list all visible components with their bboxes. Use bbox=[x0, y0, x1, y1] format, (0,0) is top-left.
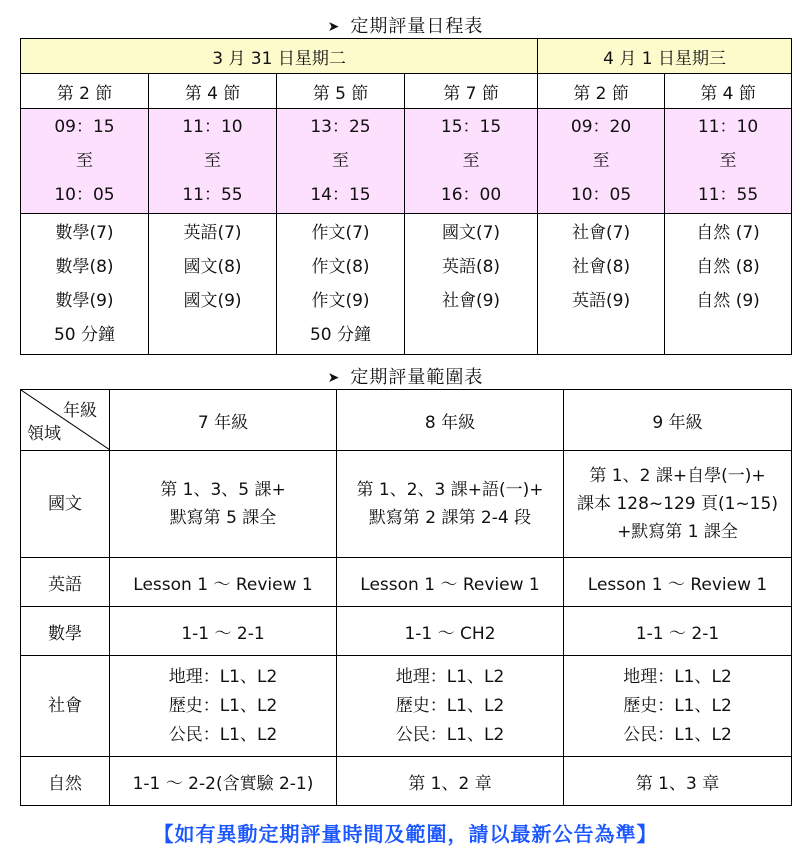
range-line: 公民：L1、L2 bbox=[168, 724, 278, 745]
start-time: 15：15 bbox=[440, 117, 502, 137]
subject-entry: 英語(9) bbox=[572, 291, 631, 311]
range-cell bbox=[337, 656, 564, 757]
range-row-math bbox=[21, 607, 792, 656]
end-time: 16：00 bbox=[440, 185, 502, 205]
subject-label: 自然 bbox=[21, 757, 110, 806]
time-cell bbox=[149, 109, 277, 214]
date-header-apr1: 4 月 1 日星期三 bbox=[538, 39, 792, 74]
range-table bbox=[20, 389, 792, 806]
range-line: 默寫第 2 課第 2-4 段 bbox=[368, 508, 532, 528]
date-header-mar31: 3 月 31 日星期二 bbox=[21, 39, 538, 74]
period-cell: 第 4 節 bbox=[149, 74, 277, 109]
notice-text: 【如有異動定期評量時間及範圍，請以最新公告為準】 bbox=[153, 822, 658, 846]
to-label: 至 bbox=[719, 151, 737, 171]
range-line: 公民：L1、L2 bbox=[623, 724, 732, 745]
range-cell bbox=[110, 451, 337, 558]
arrowhead-bullet-icon: ➤ bbox=[327, 370, 341, 386]
end-time: 11：55 bbox=[182, 185, 243, 205]
grade-header: 8 年級 bbox=[337, 390, 564, 451]
subject-entry: 國文(9) bbox=[183, 291, 242, 311]
start-time: 11：10 bbox=[182, 117, 243, 137]
to-label: 至 bbox=[462, 151, 480, 171]
to-label: 至 bbox=[592, 151, 610, 171]
range-line: 默寫第 5 課全 bbox=[169, 508, 277, 528]
time-cell bbox=[21, 109, 149, 214]
subject-entry: 作文(9) bbox=[311, 291, 370, 311]
subject-entry: 作文(7) bbox=[311, 223, 370, 243]
period-row bbox=[21, 74, 792, 109]
subject-label: 國文 bbox=[21, 451, 110, 558]
start-time: 09：20 bbox=[570, 117, 632, 137]
range-cell: Lesson 1 ～ Review 1 bbox=[337, 558, 564, 607]
start-time: 09：15 bbox=[54, 117, 115, 137]
subject-entry: 社會(9) bbox=[441, 291, 501, 311]
subject-row bbox=[21, 214, 792, 355]
subject-cell bbox=[149, 214, 277, 355]
range-line: 歷史：L1、L2 bbox=[623, 695, 732, 716]
end-time: 10：05 bbox=[54, 185, 115, 205]
range-line: 第 1、2 課+自學(一)+ bbox=[589, 466, 766, 486]
range-line: 第 1、2、3 課+語(一)+ bbox=[356, 480, 544, 500]
grade-header-row bbox=[21, 390, 792, 451]
subject-entry: 自然 (7) bbox=[696, 223, 760, 243]
subject-entry: 自然 (8) bbox=[696, 257, 760, 277]
subject-cell bbox=[405, 214, 538, 355]
time-cell bbox=[538, 109, 665, 214]
range-cell: Lesson 1 ～ Review 1 bbox=[110, 558, 337, 607]
to-label: 至 bbox=[204, 151, 221, 171]
start-time: 11：10 bbox=[697, 117, 759, 137]
domain-axis-label: 領域 bbox=[27, 424, 61, 444]
range-cell: 1-1 ～ 2-1 bbox=[110, 607, 337, 656]
range-line: 地理：L1、L2 bbox=[168, 666, 278, 687]
time-cell bbox=[277, 109, 405, 214]
range-line: 歷史：L1、L2 bbox=[395, 695, 505, 716]
grade-header: 9 年級 bbox=[564, 390, 792, 451]
grade-axis-label: 年級 bbox=[63, 401, 97, 421]
subject-cell bbox=[665, 214, 792, 355]
subject-entry: 國文(7) bbox=[441, 223, 501, 243]
range-row-science bbox=[21, 757, 792, 806]
to-label: 至 bbox=[76, 151, 93, 171]
range-cell: 1-1 ～ 2-2(含實驗 2-1) bbox=[110, 757, 337, 806]
end-time: 11：55 bbox=[697, 185, 759, 205]
subject-entry: 國文(8) bbox=[183, 257, 242, 277]
subject-entry: 英語(7) bbox=[183, 223, 242, 243]
range-cell bbox=[110, 656, 337, 757]
range-cell: Lesson 1 ～ Review 1 bbox=[564, 558, 792, 607]
subject-cell bbox=[21, 214, 149, 355]
subject-label: 數學 bbox=[21, 607, 110, 656]
period-cell: 第 7 節 bbox=[405, 74, 538, 109]
range-cell bbox=[564, 656, 792, 757]
range-cell: 第 1、2 章 bbox=[337, 757, 564, 806]
grade-header: 7 年級 bbox=[110, 390, 337, 451]
subject-entry: 英語(8) bbox=[441, 257, 501, 277]
duration-note: 50 分鐘 bbox=[309, 325, 372, 345]
subject-cell bbox=[538, 214, 665, 355]
range-cell bbox=[337, 451, 564, 558]
end-time: 14：15 bbox=[310, 185, 371, 205]
time-cell bbox=[665, 109, 792, 214]
corner-cell bbox=[21, 390, 110, 451]
subject-entry: 作文(8) bbox=[311, 257, 370, 277]
range-line: 第 1、3、5 課+ bbox=[160, 480, 286, 500]
schedule-table bbox=[20, 38, 792, 355]
range-line: 地理：L1、L2 bbox=[395, 666, 505, 687]
date-header-row bbox=[21, 39, 792, 74]
schedule-title: ➤ 定期評量日程表 bbox=[327, 16, 484, 37]
subject-entry: 社會(8) bbox=[572, 257, 631, 277]
range-cell: 1-1 ～ CH2 bbox=[337, 607, 564, 656]
end-time: 10：05 bbox=[570, 185, 632, 205]
arrowhead-bullet-icon: ➤ bbox=[327, 19, 341, 35]
period-cell: 第 2 節 bbox=[538, 74, 665, 109]
time-cell bbox=[405, 109, 538, 214]
subject-entry: 數學(7) bbox=[55, 223, 114, 243]
period-cell: 第 4 節 bbox=[665, 74, 792, 109]
duration-note: 50 分鐘 bbox=[53, 325, 116, 345]
range-line: 公民：L1、L2 bbox=[395, 724, 505, 745]
range-cell: 第 1、3 章 bbox=[564, 757, 792, 806]
subject-entry: 數學(8) bbox=[55, 257, 114, 277]
subject-entry: 自然 (9) bbox=[696, 291, 760, 311]
subject-label: 英語 bbox=[21, 558, 110, 607]
start-time: 13：25 bbox=[310, 117, 371, 137]
range-cell: 1-1 ～ 2-1 bbox=[564, 607, 792, 656]
range-line: 地理：L1、L2 bbox=[623, 666, 732, 687]
range-line: +默寫第 1 課全 bbox=[617, 522, 738, 542]
range-line: 歷史：L1、L2 bbox=[168, 695, 278, 716]
subject-entry: 社會(7) bbox=[572, 223, 631, 243]
to-label: 至 bbox=[332, 151, 349, 171]
range-row-social bbox=[21, 656, 792, 757]
range-row-chinese bbox=[21, 451, 792, 558]
subject-entry: 數學(9) bbox=[55, 291, 114, 311]
subject-label: 社會 bbox=[21, 656, 110, 757]
range-line: 課本 128~129 頁(1~15) bbox=[577, 494, 778, 514]
range-cell bbox=[564, 451, 792, 558]
period-cell: 第 5 節 bbox=[277, 74, 405, 109]
time-row bbox=[21, 109, 792, 214]
range-row-english bbox=[21, 558, 792, 607]
period-cell: 第 2 節 bbox=[21, 74, 149, 109]
range-title: ➤ 定期評量範圍表 bbox=[327, 367, 484, 388]
subject-cell bbox=[277, 214, 405, 355]
